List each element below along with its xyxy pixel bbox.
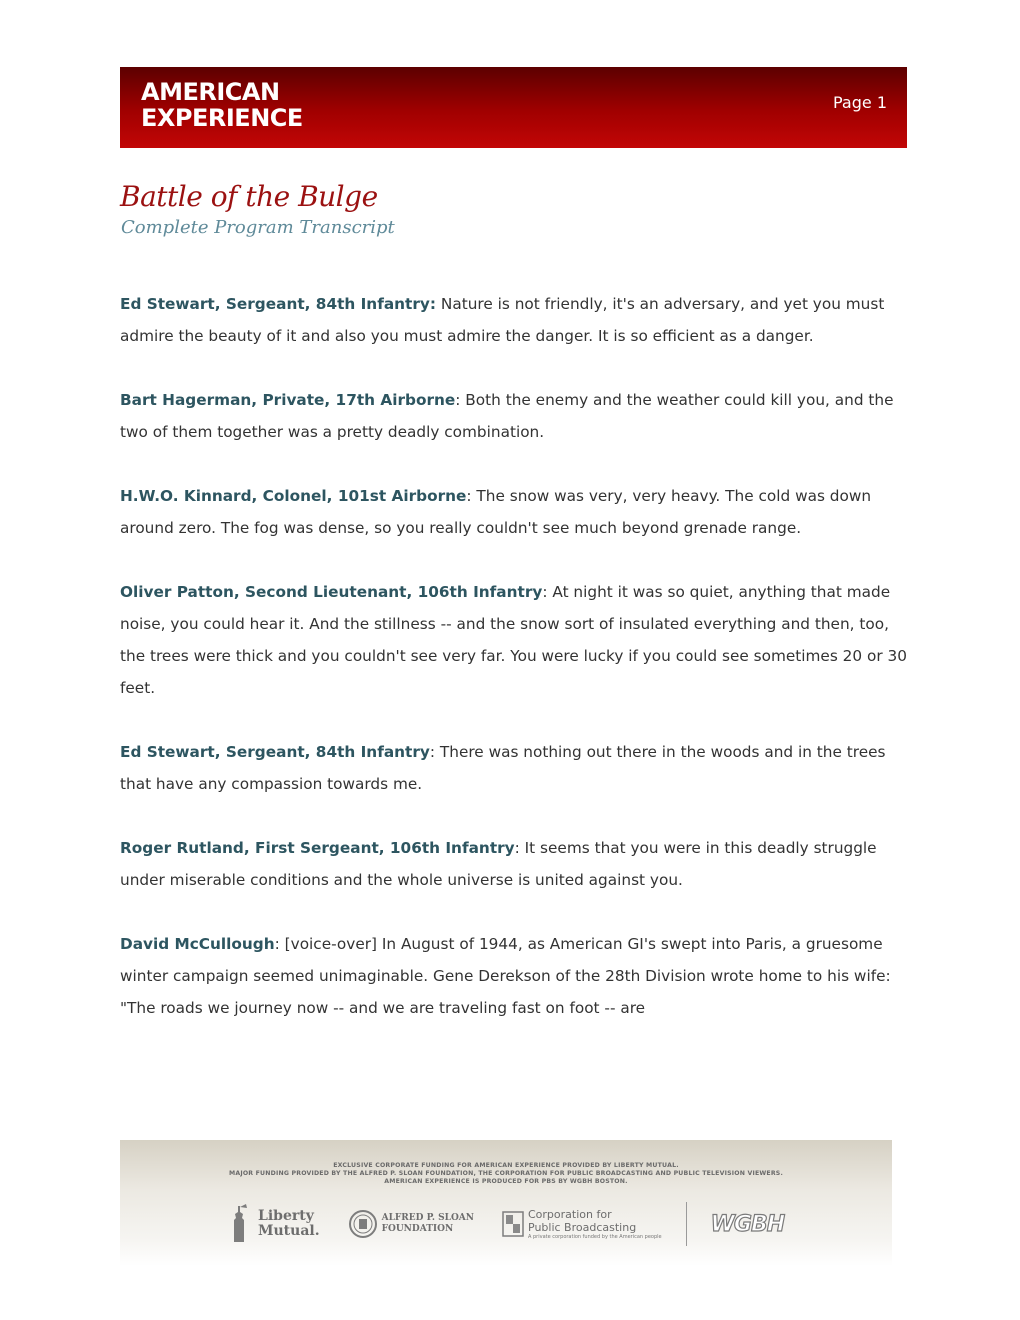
quote-text: : Both the enemy and the weather could kill you, and the two of them together was a pretty deadly combination. [120,391,894,441]
transcript-paragraph [120,832,910,896]
cpb-tagline: A private corporation funded by the American people [528,1234,662,1240]
speaker-name: Oliver Patton, Second Lieutenant, 106th Infantry [120,583,543,601]
header-banner [120,67,907,148]
credit-line-1: EXCLUSIVE CORPORATE FUNDING FOR AMERICAN EXPERIENCE PROVIDED BY LIBERTY MUTUAL. [333,1162,679,1169]
funder-logos [224,1202,784,1246]
quote-text: : It seems that you were in this deadly struggle under miserable conditions and the whole universe is united against you. [120,839,877,889]
page-title: Battle of the Bulge [120,180,378,213]
transcript-paragraph [120,928,910,1024]
speaker-name: David McCullough [120,935,275,953]
page-number: Page 1 [833,93,887,112]
sloan-line-1: ALFRED P. SLOAN [381,1213,474,1223]
transcript-paragraph [120,480,910,544]
sloan-line-2: FOUNDATION [381,1224,454,1234]
logo-divider [686,1202,687,1246]
quote-text: : [voice-over] In August of 1944, as American GI's swept into Paris, a gruesome winter campaign seemed unimaginable. Gene Derekson of the 28th Division wrote home to his wife: "The roads we journey now -- and we are traveling fast on foot -- are [120,935,891,1017]
logo-line-1: AMERICAN [141,78,280,106]
sloan-seal-icon [348,1209,378,1239]
funding-credits [120,1162,892,1186]
speaker-name: Ed Stewart, Sergeant, 84th Infantry [120,743,430,761]
american-experience-logo [141,79,303,131]
credit-line-2: MAJOR FUNDING PROVIDED BY THE ALFRED P. SLOAN FOUNDATION, THE CORPORATION FOR PUBLIC BROADCASTING AND PUBLIC TELEVISION VIEWERS. [228,1170,783,1177]
cpb-line-2: Public Broadcasting [528,1221,637,1234]
wgbh-logo: WGBH [710,1211,785,1237]
cpb-icon [502,1211,524,1237]
quote-text: Nature is not friendly, it's an adversary, and yet you must admire the beauty of it and also you must admire the danger. It is so efficient as a danger. [120,295,885,345]
quote-text: : There was nothing out there in the woods and in the trees that have any compassion towards me. [120,743,886,793]
page-subtitle: Complete Program Transcript [121,217,395,238]
quote-text: : At night it was so quiet, anything that made noise, you could hear it. And the stillness -- and the snow sort of insulated everything and then, too, the trees were thick and you couldn't see very far. You were lucky if you could see sometimes 20 or 30 feet. [120,583,907,697]
cpb-logo [502,1208,662,1240]
liberty-mutual-logo [224,1204,320,1244]
logo-line-2: EXPERIENCE [141,104,303,132]
transcript-body [120,288,910,1056]
transcript-paragraph [120,384,910,448]
transcript-paragraph [120,576,910,704]
cpb-line-1: Corporation for [528,1208,612,1221]
speaker-name: H.W.O. Kinnard, Colonel, 101st Airborne [120,487,467,505]
statue-of-liberty-icon [224,1204,254,1244]
transcript-paragraph [120,736,910,800]
speaker-name: Ed Stewart, Sergeant, 84th Infantry: [120,295,437,313]
liberty-line-2: Mutual. [258,1223,320,1239]
speaker-name: Roger Rutland, First Sergeant, 106th Infantry [120,839,515,857]
transcript-paragraph [120,288,910,352]
funding-footer [120,1140,892,1266]
quote-text: : The snow was very, very heavy. The cold was down around zero. The fog was dense, so you really couldn't see much beyond grenade range. [120,487,872,537]
sloan-foundation-logo [348,1209,474,1239]
credit-line-3: AMERICAN EXPERIENCE IS PRODUCED FOR PBS BY WGBH BOSTON. [384,1178,628,1185]
liberty-line-1: Liberty [258,1208,314,1224]
speaker-name: Bart Hagerman, Private, 17th Airborne [120,391,456,409]
